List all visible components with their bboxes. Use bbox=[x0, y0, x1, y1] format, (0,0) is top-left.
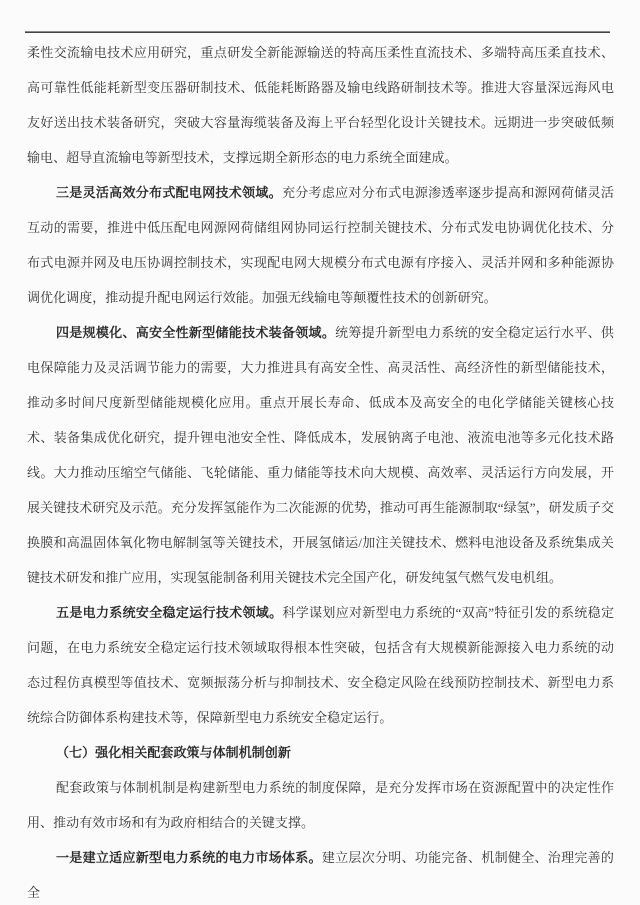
paragraph-text: 科学谋划应对新型电力系统的“双高”特征引发的系统稳定问题，在电力系统安全稳定运行技术领域取得根本性突破，包括含有大规模新能源接入电力系统的动态过程仿真模型等值技术、宽频振荡分析与抑制技术、安全稳定风险在线预防控制技术、新型电力系统综合防御体系构建技术等，保障新型电力系统安全稳定运行。 bbox=[27, 605, 615, 725]
paragraph-text: 柔性交流输电技术应用研究，重点研发全新能源输送的特高压柔性直流技术、多端特高压柔直技术、高可靠性低能耗新型变压器研制技术、低能耗断路器及输电线路研制技术等。推进大容量深远海风电友好送出技术装备研究，突破大容量海缆装备及海上平台轻型化设计关键技术。远期进一步突破低频输电、超导直流输电等新型技术，支撑远期全新形态的电力系统全面建成。 bbox=[27, 45, 614, 165]
paragraph-lead: 三是灵活高效分布式配电网技术领域。 bbox=[56, 185, 282, 200]
paragraph-policy-mechanism bbox=[27, 770, 614, 840]
paragraph-4-energy-storage bbox=[27, 315, 614, 595]
paragraph-text: 建立层次分明、功能完备、机制健全、治理完善的全 bbox=[27, 850, 614, 900]
paragraph-lead: 四是规模化、高安全性新型储能技术装备领域。 bbox=[56, 325, 336, 340]
paragraph-transmission-tech-continuation bbox=[27, 35, 614, 175]
paragraph-lead: 一是建立适应新型电力系统的电力市场体系。 bbox=[56, 850, 322, 865]
section-heading-text: （七）强化相关配套政策与体制机制创新 bbox=[56, 745, 291, 760]
page-header-divider bbox=[25, 31, 610, 33]
paragraph-text: 充分考虑应对分布式电源渗透率逐步提高和源网荷储灵活互动的需要，推进中低压配电网源网荷储组网协同运行控制关键技术、分布式发电协调优化技术、分布式电源并网及电压协调控制技术，实现配电网大规模分布式电源有序接入、灵活并网和多种能源协调优化调度，推动提升配电网运行效能。加强无线输电等颠覆性技术的创新研究。 bbox=[27, 185, 614, 305]
paragraph-lead: 五是电力系统安全稳定运行技术领域。 bbox=[56, 605, 283, 620]
section-heading-seven bbox=[27, 735, 614, 770]
document-body bbox=[27, 35, 614, 905]
paragraph-5-system-stability bbox=[27, 595, 614, 735]
paragraph-3-distributed-grid bbox=[27, 175, 614, 315]
paragraph-text: 配套政策与体制机制是构建新型电力系统的制度保障，是充分发挥市场在资源配置中的决定性作用、推动有效市场和有为政府相结合的关键支撑。 bbox=[27, 780, 614, 830]
paragraph-1-power-market bbox=[27, 840, 614, 905]
paragraph-text: 统筹提升新型电力系统的安全稳定运行水平、供电保障能力及灵活调节能力的需要，大力推进具有高安全性、高灵活性、高经济性的新型储能技术，推动多时间尺度新型储能规模化应用。重点开展长寿命、低成本及高安全的电化学储能关键核心技术、装备集成优化研究，提升锂电池安全性、降低成本，发展钠离子电池、液流电池等多元化技术路线。大力推动压缩空气储能、飞轮储能、重力储能等技术向大规模、高效率、灵活运行方向发展，开展关键技术研究及示范。充分发挥氢能作为二次能源的优势，推动可再生能源制取“绿氢”，研发质子交换膜和高温固体氧化物电解制氢等关键技术，开展氢储运/加注关键技术、燃料电池设备及系统集成关键技术研发和推广应用，实现氢能制备利用关键技术完全国产化，研发纯氢气燃气发电机组。 bbox=[27, 325, 614, 585]
